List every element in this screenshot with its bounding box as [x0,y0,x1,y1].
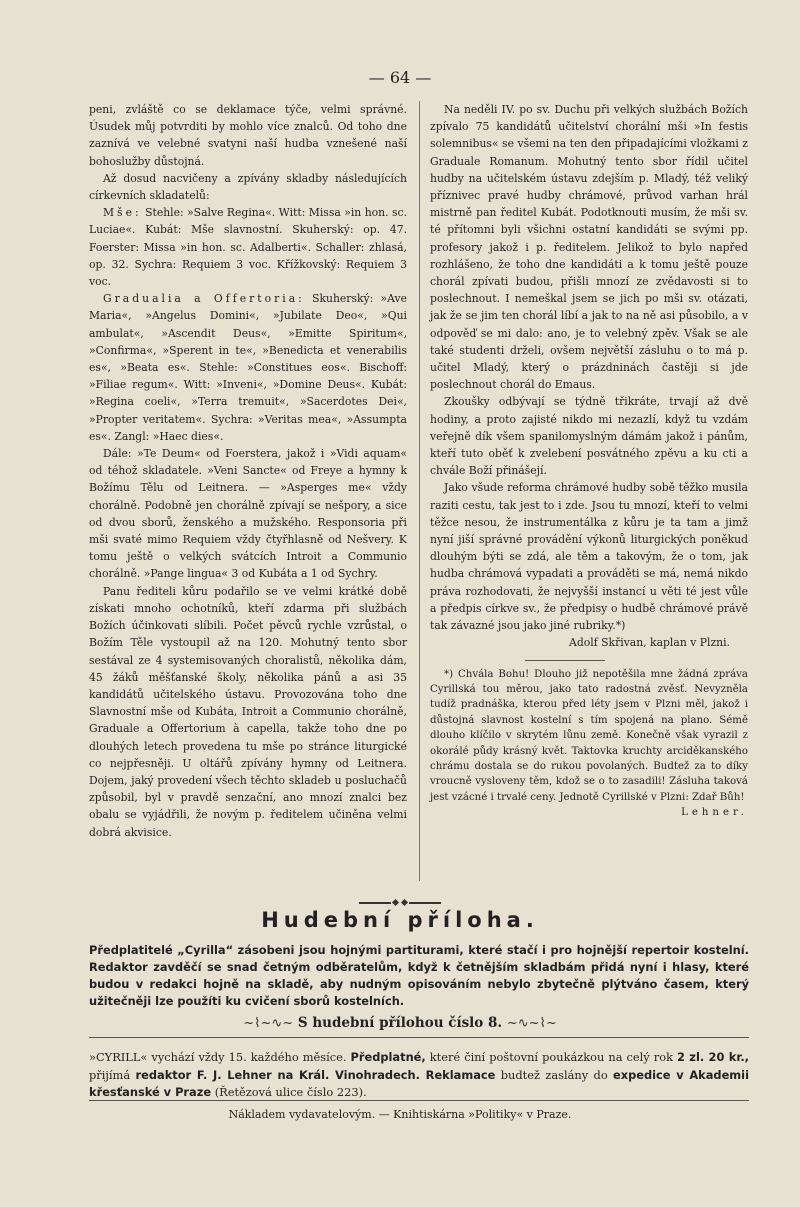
info-part-4: budtež zaslány do [500,1067,608,1082]
info-part-2: které činí poštovní poukázkou na celý rok [429,1050,673,1064]
column-divider [419,101,420,881]
right-column [430,101,748,821]
footnote-signature: Lehner. [681,807,748,819]
supplement-text: Předplatitelé „Cyrilla“ zásobeni jsou hojnými partiturami, které stačí i pro hojnější repertoir kostelní. Redaktor zavděčí se snad četným odběratelům, když k četnějším skladbám přidá nyní i hlasy, které budou v redakci hojně na skladě, aby nudným opisováním nebylo zbytečně plýtváno časem, který užitečněji lze použíti ku cvičení sborů kostelních. [89,943,749,1008]
info-bold-1: Předplatné, [350,1050,426,1064]
left-paragraph-gradualia [89,290,407,445]
issue-supplement-line [0,1015,800,1031]
masses-text: Stehle: »Salve Regina«. Witt: Missa »in hon. sc. Luciae«. Kubát: Mše slavnostní. Skuherský: op. 47. Foerster: Missa »in hon. sc. Adalberti«. Schaller: zhlasá, op. 32. Sychra: Requiem 3 voc. Křížkovský: Requiem 3 voc. [89,206,407,289]
article-signature: Adolf Skřivan, kaplan v Plzni. [569,636,730,650]
info-bold-3: redaktor F. J. Lehner na Král. Vinohradech. Reklamace [135,1067,496,1082]
right-paragraph-1: Na neděli IV. po sv. Duchu při velkých službách Božích zpívalo 75 kandidátů učitelství chorální mši »In festis solemnibus« se všemi na ten den připadajícími vložkami z Graduale Romanum. Mohutný tento sbor řídil učitel hudby na učitelském ústavu zdejším p. Mladý, též veliký příznivec pravé hudby chrámové, průvod varhan hrál mistrně pan ředitel Kubát. Podotknouti musím, že mši sv. té přítomni byli všichni ostatní kandidáti se svými pp. profesory jakož i p. ředitelem. Jelikož to bylo napřed rozhlášeno, že toho dne kandidáti a k tomu ještě pouze chorál zpívati budou, přišli mnozí ze zvědavosti si to poslechnout. I nemeškal jsem se jich po mši sv. otázati, jak že se jim ten chorál líbí a jak to na ně asi působilo, a v odpověď se mi dalo: ano, je to velebný zpěv. Však se ale také studenti drželi, ovšem největší zásluhu o to má p. učitel Mladý, který o prázdninách častěji si jde poslechnout chorál do Emaus. [430,103,748,392]
footnote-rule [525,660,605,661]
footnote-text: *) Chvála Bohu! Dlouho již nepotěšila mne žádná zpráva Cyrillská tou měrou, jako tato radostná zvěsť. Nevyzněla tudíž pradnáška, kterou před léty jsem v Plzni měl, jakož i důstojná slavnost kostelní s tím spojená na plano. Sémě dlouho klíčilo v skrytém lůnu země. Konečně však vyrazil z okorálé půdy krásný květ. Taktovka kruchty arciděkanského chrámu dostala se do rukou povolaných. Budtež za to díky vroucně vysloveny těm, kdož se o to zasadili! Zásluha taková jest vzácné i trvalé ceny. Jednotě Cyrillské v Plzni: Zdař Bůh! [430,668,748,803]
section-ornament [0,895,800,909]
subscription-info [89,1049,749,1102]
info-part-5: (Řetězová ulice číslo 223). [214,1085,367,1099]
info-bold-4: expedice v Akademii křesťanské v Praze [89,1067,749,1099]
imprint: Nákladem vydavatelovým. — Knihtiskárna »Politiky« v Praze. [228,1108,572,1121]
supplement-title: Hudební příloha. [261,908,539,932]
rule-above-info [89,1037,749,1038]
masses-label: Mše: [103,206,142,220]
info-bold-2: 2 zl. 20 kr., [677,1050,749,1064]
left-paragraph-1: peni, zvláště co se deklamace týče, velmi správné. Úsudek můj potvrditi by mohlo více znalců. Od toho dne zaznívá ve velebné svatyni naší hudba vznešené naší bohoslužby důstojná. [89,103,407,168]
info-part-1: »CYRILL« vychází vždy 15. každého měsíce. [89,1050,347,1064]
left-paragraph-masses [89,204,407,290]
left-flourish-icon: ~⌇~∿~ [243,1016,294,1031]
right-paragraph-2: Zkoušky odbývají se týdně třikráte, trvají až dvě hodiny, a proto zajisté nikdo mi nezazlí, když tu vzdám veřejně dík všem spanilomyslným dámám jakož i pánům, kteří tuto oběť k zvelebení posvátného zpěvu a ku cti a chvále Boží přinášejí. [430,395,748,478]
right-flourish-icon: ~∿~⌇~ [506,1016,557,1031]
left-column [89,101,407,841]
left-paragraph-2: Až dosud nacvičeny a zpívány skladby následujících církevních skladatelů: [89,171,407,203]
right-paragraph-3: Jako všude reforma chrámové hudby sobě těžko musila raziti cestu, tak jest to i zde. Jsou tu mnozí, kteří to velmi těžce nesou, že instrumentálka z kůru je ta tam a jimž nyní jiší správné provádění výkonů liturgických poněkud dlouhým býti se zdá, ale těm a takovým, že o tom, jak hudba chrámová vypadati a prováděti se má, nemá nikdo práva rozhodovati, že nejvyšší instancí u věti té jest vůle a předpis církve sv., že předpisy o hudbě chrámové právě tak závazné jsou jako jiné rubriky.*) [430,481,748,633]
footnote [430,667,748,821]
left-paragraph-6: Panu řediteli kůru podařilo se ve velmi krátké době získati mnoho ochotníků, kteří zdarma při službách Božích účinkovati slíbili. Počet pěvců rychle vzrůstal, o Božím Těle vystoupil až na 120. Mohutný tento sbor sestával ze 4 systemisovaných choralistů, několika dám, 45 žáků měšťanské školy, několika pánů a asi 35 kandidátů učitelského ústavu. Provozována toho dne Slavnostní mše od Kubáta, Introit a Communio chorálně, Graduale a Offertorium à capella, takže toho dne po dlouhých letech provedena tu mše po stránce liturgické co nejpřesněji. U oltářů zpívány hymny od Leitnera. Dojem, jaký provedení všech těchto skladeb u posluchačů způsobil, byl v pravdě senzační, ano mnozí znalci bez obalu se vyjádřili, že novým p. ředitelem učiněna velmi dobrá akvisice. [89,584,407,839]
gradualia-label: Gradualia a Offertoria: [103,292,305,306]
page-number: — 64 — [368,68,432,87]
gradualia-text: Skuherský: »Ave Maria«, »Angelus Domini«, »Jubilate Deo«, »Qui ambulat«, »Ascendit Deus«, »Emitte Spiritum«, »Confirma«, »Sperent in te«, »Benedicta et venerabilis es«, »Beata es«. Stehle: »Constitues eos«. Bischoff: »Filiae regum«. Witt: »Inveni«, »Domine Deus«. Kubát: »Regina coeli«, »Terra tremuit«, »Sacerdotes Dei«, »Propter veritatem«. Sychra: »Veritas mea«, »Assumpta es«. Zangl: »Haec dies«. [89,292,408,443]
left-paragraph-5: Dále: »Te Deum« od Foerstera, jakož i »Vidi aquam« od téhož skladatele. »Veni Sancte« od Freye a hymny k Božímu Tělu od Leitnera. — »Asperges me« vždy chorálně. Podobně jen chorálně zpívají se nešpory, a sice od dvou sborů, ženského a mužského. Responsoria při mši svaté mimo Requiem vždy čtyřhlasně od Nešvery. K tomu ještě o velkých svátcích Introit a Communio chorálně. »Pange lingua« 3 od Kubáta a 1 od Sychry. [89,447,407,581]
issue-supplement-label: S hudební přílohou číslo 8. [297,1015,503,1031]
rule-above-imprint [89,1100,749,1101]
info-part-3: přijímá [89,1067,131,1082]
